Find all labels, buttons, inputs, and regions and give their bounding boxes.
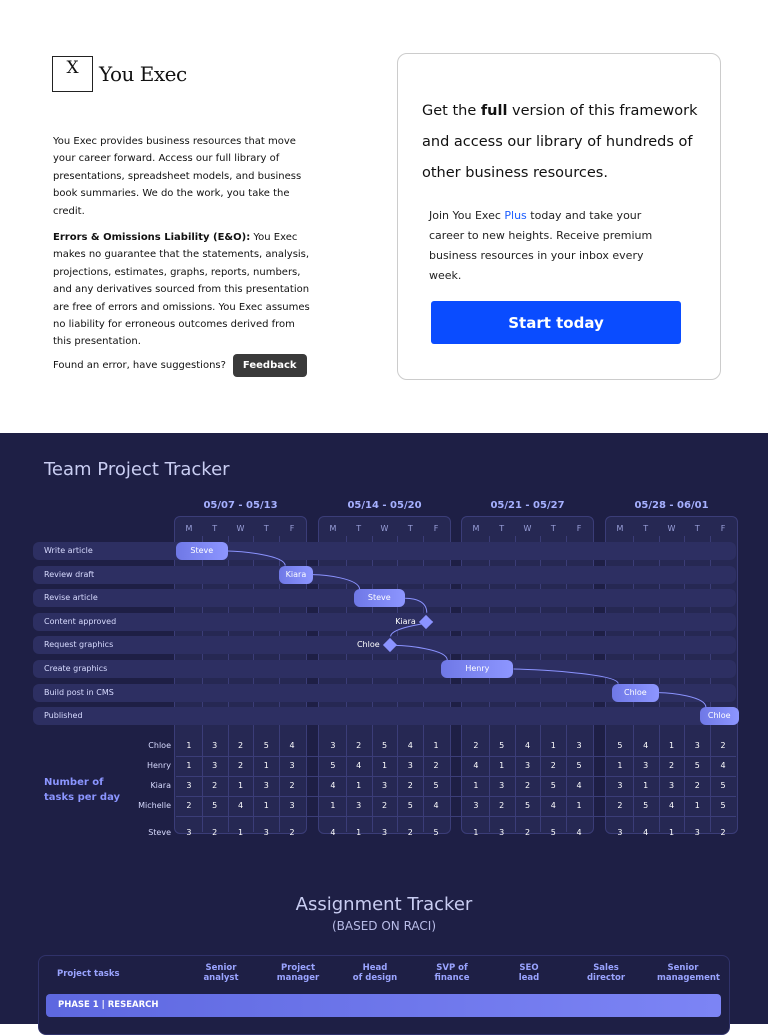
task-count: 4 bbox=[356, 761, 362, 770]
column-line-1: Project bbox=[280, 963, 316, 973]
day-header: F bbox=[576, 524, 582, 533]
upgrade-body bbox=[429, 206, 674, 286]
task-count: 3 bbox=[330, 741, 336, 750]
task-row bbox=[33, 542, 736, 560]
task-count: 5 bbox=[720, 801, 726, 810]
day-header: M bbox=[185, 524, 193, 533]
task-count: 2 bbox=[237, 761, 244, 770]
task-count: 5 bbox=[499, 741, 505, 750]
task-count: 2 bbox=[668, 761, 675, 770]
feedback-prompt: Found an error, have suggestions? bbox=[53, 360, 226, 371]
assignment-column-header bbox=[349, 963, 401, 983]
task-count: 2 bbox=[499, 801, 505, 810]
task-bar[interactable]: Steve bbox=[354, 589, 406, 607]
task-count: 5 bbox=[263, 741, 269, 750]
task-count: 5 bbox=[433, 828, 439, 837]
row-divider bbox=[176, 796, 736, 797]
day-header: T bbox=[694, 524, 700, 533]
task-count: 5 bbox=[407, 801, 413, 810]
assignment-column-header bbox=[57, 969, 127, 979]
task-count: 5 bbox=[576, 761, 582, 770]
task-label: Write article bbox=[44, 546, 93, 555]
week-label: 05/28 - 06/01 bbox=[634, 500, 709, 511]
task-count: 4 bbox=[407, 741, 413, 750]
task-bar[interactable]: Steve bbox=[176, 542, 228, 560]
task-count: 3 bbox=[186, 828, 192, 837]
task-count: 3 bbox=[356, 801, 362, 810]
task-count: 5 bbox=[694, 761, 700, 770]
task-label: Review draft bbox=[44, 569, 95, 579]
task-count: 1 bbox=[186, 741, 192, 750]
task-count: 1 bbox=[643, 781, 649, 790]
person-label: Michelle bbox=[138, 801, 171, 810]
task-label: Request graphics bbox=[44, 640, 114, 650]
task-count: 2 bbox=[524, 828, 531, 837]
assignment-column-header bbox=[426, 963, 478, 983]
task-count: 3 bbox=[186, 781, 192, 790]
logo-mark: X bbox=[52, 56, 93, 92]
column-line-1: SVP of bbox=[436, 963, 468, 973]
body-pre: Join You Exec bbox=[429, 209, 505, 222]
task-count: 2 bbox=[407, 781, 413, 790]
column-line-2: management bbox=[657, 973, 720, 983]
task-count: 4 bbox=[473, 761, 479, 770]
day-header: T bbox=[263, 524, 269, 533]
task-count: 1 bbox=[381, 761, 388, 770]
task-count: 5 bbox=[433, 781, 439, 790]
eo-paragraph bbox=[53, 229, 315, 351]
task-row bbox=[33, 660, 736, 678]
row-divider bbox=[176, 816, 736, 817]
day-header: F bbox=[720, 524, 726, 533]
task-count: 1 bbox=[550, 741, 556, 750]
task-count: 4 bbox=[576, 781, 582, 790]
assignment-subtitle: (BASED ON RACI) bbox=[331, 919, 437, 933]
day-header: T bbox=[643, 524, 649, 533]
task-count: 5 bbox=[212, 801, 218, 810]
task-count: 3 bbox=[212, 741, 218, 750]
milestone-owner: Chloe bbox=[356, 640, 380, 650]
task-count: 3 bbox=[499, 828, 505, 837]
upgrade-card bbox=[397, 53, 721, 380]
day-header: W bbox=[380, 524, 389, 533]
tasks-per-day-label: Number of tasks per day bbox=[44, 777, 121, 803]
task-count: 2 bbox=[433, 761, 439, 770]
task-count: 4 bbox=[289, 741, 295, 750]
task-count: 4 bbox=[576, 828, 582, 837]
task-count: 1 bbox=[356, 781, 362, 790]
row-divider bbox=[176, 756, 736, 757]
feedback-row bbox=[53, 354, 307, 377]
assignment-column-header bbox=[272, 963, 324, 983]
heading-bold: full bbox=[480, 103, 508, 119]
task-count: 4 bbox=[237, 801, 244, 810]
phase-row: PHASE 1 | RESEARCH bbox=[46, 994, 721, 1017]
task-count: 1 bbox=[433, 741, 439, 750]
column-line-2: of design bbox=[352, 973, 398, 983]
task-count: 1 bbox=[237, 828, 244, 837]
column-line-2: director bbox=[586, 973, 626, 983]
person-label: Henry bbox=[146, 761, 171, 770]
assignment-column-header bbox=[657, 963, 720, 983]
task-count: 1 bbox=[237, 781, 244, 790]
task-count: 3 bbox=[212, 761, 218, 770]
column-line-2: manager bbox=[276, 973, 320, 983]
task-bar[interactable]: Henry bbox=[441, 660, 513, 678]
week-label: 05/21 - 05/27 bbox=[490, 500, 565, 511]
task-count: 4 bbox=[643, 828, 649, 837]
assignment-column-header bbox=[580, 963, 632, 983]
task-count: 2 bbox=[720, 828, 726, 837]
task-count: 3 bbox=[263, 781, 269, 790]
task-count: 5 bbox=[550, 828, 556, 837]
person-label: Chloe bbox=[148, 741, 171, 750]
task-bar[interactable]: Chloe bbox=[612, 684, 658, 702]
row-divider bbox=[176, 776, 736, 777]
column-line-1: SEO bbox=[519, 963, 539, 973]
day-header: F bbox=[433, 524, 439, 533]
task-count: 2 bbox=[407, 828, 413, 837]
task-count: 4 bbox=[433, 801, 439, 810]
eo-body: You Exec makes no guarantee that the statements, analysis, projections, estimates, graphs, reports, numbers, and any derivatives sourced from this presentation are free of errors and omissions. You Exec assumes no liability for erroneous outcomes derived from this presentation. bbox=[53, 232, 310, 348]
assignment-column-header bbox=[195, 963, 247, 983]
task-count: 5 bbox=[330, 761, 336, 770]
week-label: 05/07 - 05/13 bbox=[203, 500, 278, 511]
task-count: 5 bbox=[720, 781, 726, 790]
day-header: F bbox=[289, 524, 295, 533]
task-count: 2 bbox=[356, 741, 362, 750]
task-count: 4 bbox=[643, 741, 649, 750]
day-header: M bbox=[472, 524, 480, 533]
plus-link[interactable]: Plus bbox=[504, 209, 527, 222]
task-count: 2 bbox=[237, 741, 244, 750]
task-count: 5 bbox=[550, 781, 556, 790]
task-count: 3 bbox=[263, 828, 269, 837]
task-count: 5 bbox=[381, 741, 388, 750]
task-count: 3 bbox=[407, 761, 413, 770]
column-line-2: analyst bbox=[203, 973, 239, 983]
column-line-1: Sales bbox=[593, 963, 619, 973]
task-count: 1 bbox=[473, 781, 479, 790]
day-header: T bbox=[550, 524, 556, 533]
task-count: 3 bbox=[289, 761, 295, 770]
task-bar[interactable]: Kiara bbox=[279, 566, 313, 584]
feedback-button[interactable]: Feedback bbox=[233, 354, 307, 377]
task-count: 1 bbox=[499, 761, 505, 770]
task-count: 2 bbox=[473, 741, 479, 750]
task-count: 1 bbox=[330, 801, 336, 810]
task-count: 1 bbox=[263, 801, 269, 810]
column-line-1: Senior bbox=[205, 963, 237, 973]
heading-pre: Get the bbox=[422, 103, 481, 119]
day-header: W bbox=[523, 524, 532, 533]
resource-header-section bbox=[0, 0, 768, 433]
task-count: 2 bbox=[381, 801, 388, 810]
task-count: 1 bbox=[356, 828, 362, 837]
day-header: M bbox=[616, 524, 624, 533]
heading-post: version of this framework and access our library of hundreds of other business resources. bbox=[422, 103, 698, 181]
about-text bbox=[53, 133, 315, 360]
day-header: T bbox=[356, 524, 362, 533]
task-count: 5 bbox=[643, 801, 649, 810]
task-count: 5 bbox=[617, 741, 623, 750]
task-count: 3 bbox=[668, 781, 675, 790]
task-count: 4 bbox=[550, 801, 556, 810]
task-count: 1 bbox=[668, 741, 675, 750]
column-line-2: lead bbox=[518, 973, 540, 983]
task-count: 4 bbox=[524, 741, 531, 750]
day-header: T bbox=[212, 524, 218, 533]
task-count: 2 bbox=[694, 781, 700, 790]
task-count: 4 bbox=[668, 801, 675, 810]
task-count: 1 bbox=[617, 761, 623, 770]
column-line-1: Head bbox=[362, 963, 388, 973]
task-bar[interactable]: Chloe bbox=[700, 707, 739, 725]
upgrade-heading bbox=[422, 96, 702, 189]
task-count: 3 bbox=[381, 781, 388, 790]
task-count: 2 bbox=[550, 761, 556, 770]
task-count: 3 bbox=[643, 761, 649, 770]
task-count: 1 bbox=[186, 761, 192, 770]
task-count: 2 bbox=[289, 781, 295, 790]
task-count: 3 bbox=[381, 828, 388, 837]
task-count: 2 bbox=[617, 801, 623, 810]
task-count: 3 bbox=[694, 741, 700, 750]
task-count: 1 bbox=[576, 801, 582, 810]
body-post: today and take your career to new heights. Receive premium business resources in your inbox every week. bbox=[429, 209, 653, 282]
day-header: W bbox=[236, 524, 245, 533]
person-label: Steve bbox=[148, 828, 171, 837]
day-header: T bbox=[407, 524, 413, 533]
task-count: 3 bbox=[576, 741, 582, 750]
tracker-section bbox=[0, 433, 768, 1024]
day-header: W bbox=[667, 524, 676, 533]
logo-name: You Exec bbox=[99, 62, 187, 86]
task-label: Content approved bbox=[44, 616, 117, 626]
task-count: 3 bbox=[499, 781, 505, 790]
task-count: 2 bbox=[212, 781, 218, 790]
assignment-title: Assignment Tracker bbox=[295, 894, 473, 915]
day-header: T bbox=[499, 524, 505, 533]
task-count: 4 bbox=[330, 828, 336, 837]
week-label: 05/14 - 05/20 bbox=[347, 500, 422, 511]
task-label: Build post in CMS bbox=[44, 687, 114, 697]
column-line-1: Senior bbox=[667, 963, 699, 973]
task-count: 2 bbox=[289, 828, 295, 837]
task-label: Published bbox=[44, 711, 83, 721]
column-line-1: Project tasks bbox=[57, 969, 120, 979]
task-count: 5 bbox=[524, 801, 531, 810]
task-count: 3 bbox=[524, 761, 531, 770]
start-today-button[interactable]: Start today bbox=[431, 301, 681, 344]
you-exec-logo[interactable] bbox=[52, 56, 187, 92]
person-label: Kiara bbox=[150, 781, 171, 790]
task-count: 2 bbox=[524, 781, 531, 790]
task-count: 4 bbox=[330, 781, 336, 790]
task-count: 2 bbox=[720, 741, 726, 750]
milestone-owner: Kiara bbox=[395, 616, 416, 626]
task-count: 2 bbox=[212, 828, 218, 837]
task-count: 1 bbox=[473, 828, 479, 837]
day-header: M bbox=[329, 524, 337, 533]
assignment-column-header bbox=[503, 963, 555, 983]
column-line-2: finance bbox=[434, 973, 470, 983]
task-row bbox=[33, 707, 736, 725]
task-count: 3 bbox=[617, 828, 623, 837]
task-count: 1 bbox=[694, 801, 700, 810]
task-count: 3 bbox=[617, 781, 623, 790]
intro-paragraph: You Exec provides business resources that move your career forward. Access our full library of presentations, spreadsheet models, and business book summaries. We do the work, you take the credit. bbox=[53, 136, 302, 217]
eo-title: Errors & Omissions Liability (E&O): bbox=[53, 232, 251, 244]
task-count: 3 bbox=[694, 828, 700, 837]
task-count: 1 bbox=[263, 761, 269, 770]
task-count: 3 bbox=[289, 801, 295, 810]
task-count: 3 bbox=[473, 801, 479, 810]
task-count: 4 bbox=[720, 761, 726, 770]
task-label: Create graphics bbox=[44, 664, 108, 673]
tracker-title: Team Project Tracker bbox=[44, 459, 230, 480]
task-label: Revise article bbox=[44, 593, 98, 603]
task-row bbox=[33, 566, 736, 584]
task-count: 1 bbox=[668, 828, 675, 837]
task-count: 2 bbox=[186, 801, 192, 810]
